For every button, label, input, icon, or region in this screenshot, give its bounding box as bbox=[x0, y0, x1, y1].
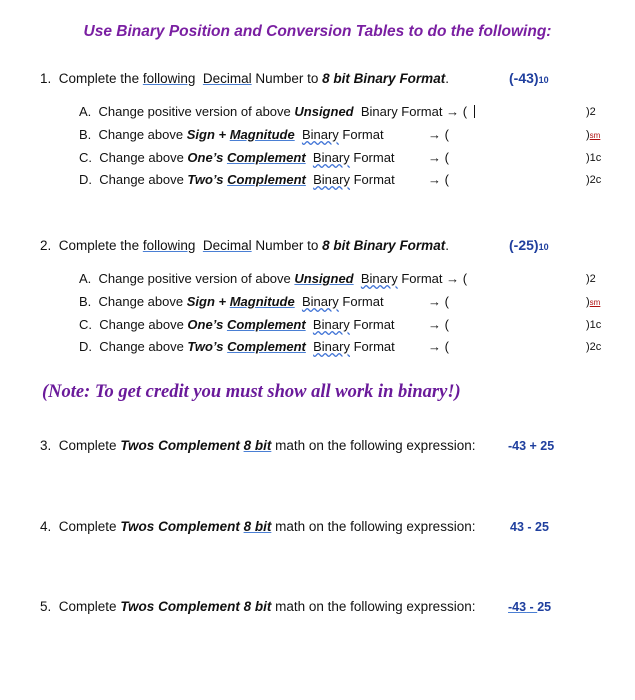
q2-row-d-arrow: → ( bbox=[428, 339, 449, 354]
q1-row-c-arrow: → ( bbox=[428, 150, 449, 165]
q1-row-b-suffix: )sm bbox=[586, 129, 601, 141]
question-3: 3. Complete Twos Complement 8 bit math on the following expression: bbox=[40, 438, 476, 453]
expression-4: 43 - 25 bbox=[510, 520, 549, 534]
expression-5: -43 - 25 bbox=[508, 600, 552, 614]
q2-row-b-arrow: → ( bbox=[428, 294, 449, 309]
q2-row-a: A. Change positive version of above Unsigned Binary Format → ( bbox=[79, 271, 468, 286]
q2-row-b-suffix: )sm bbox=[586, 296, 601, 308]
question-number: 5. bbox=[40, 599, 52, 614]
q1-row-b: B. Change above Sign + Magnitude Binary Format bbox=[79, 127, 384, 142]
q2-row-c-arrow: → ( bbox=[428, 317, 449, 332]
expression-3: -43 + 25 bbox=[508, 439, 555, 453]
question-1: 1. Complete the following Decimal Number to 8 bit Binary Format. bbox=[40, 71, 449, 86]
q1-row-b-arrow: → ( bbox=[428, 127, 449, 142]
q2-row-d: D. Change above Two’s Complement Binary Format bbox=[79, 339, 395, 354]
question-number: 3. bbox=[40, 438, 52, 453]
question-number: 1. bbox=[40, 71, 52, 86]
q1-row-a: A. Change positive version of above Unsigned Binary Format → ( bbox=[79, 104, 475, 119]
q2-row-b: B. Change above Sign + Magnitude Binary Format bbox=[79, 294, 384, 309]
text-cursor bbox=[474, 105, 475, 118]
q2-row-d-suffix: )2c bbox=[586, 341, 602, 353]
question-number: 2. bbox=[40, 238, 52, 253]
q2-row-a-suffix: )2 bbox=[586, 273, 596, 285]
q1-row-d: D. Change above Two’s Complement Binary Format bbox=[79, 172, 395, 187]
q1-row-d-suffix: )2c bbox=[586, 174, 602, 186]
question-4: 4. Complete Twos Complement 8 bit math on the following expression: bbox=[40, 519, 476, 534]
page-title: Use Binary Position and Conversion Tables to do the following: bbox=[83, 23, 552, 40]
q2-row-c: C. Change above One’s Complement Binary Format bbox=[79, 317, 395, 332]
q2-row-c-suffix: )1c bbox=[586, 319, 602, 331]
question-2: 2. Complete the following Decimal Number to 8 bit Binary Format. bbox=[40, 238, 449, 253]
q1-row-c: C. Change above One’s Complement Binary Format bbox=[79, 150, 395, 165]
decimal-value-1: (-43)10 bbox=[509, 70, 549, 86]
decimal-value-2: (-25)10 bbox=[509, 237, 549, 253]
q1-row-a-suffix: )2 bbox=[586, 106, 596, 118]
question-5: 5. Complete Twos Complement 8 bit math on the following expression: bbox=[40, 599, 476, 614]
q1-row-d-arrow: → ( bbox=[428, 172, 449, 187]
credit-note: (Note: To get credit you must show all work in binary!) bbox=[42, 382, 461, 402]
question-number: 4. bbox=[40, 519, 52, 534]
q1-row-c-suffix: )1c bbox=[586, 152, 602, 164]
